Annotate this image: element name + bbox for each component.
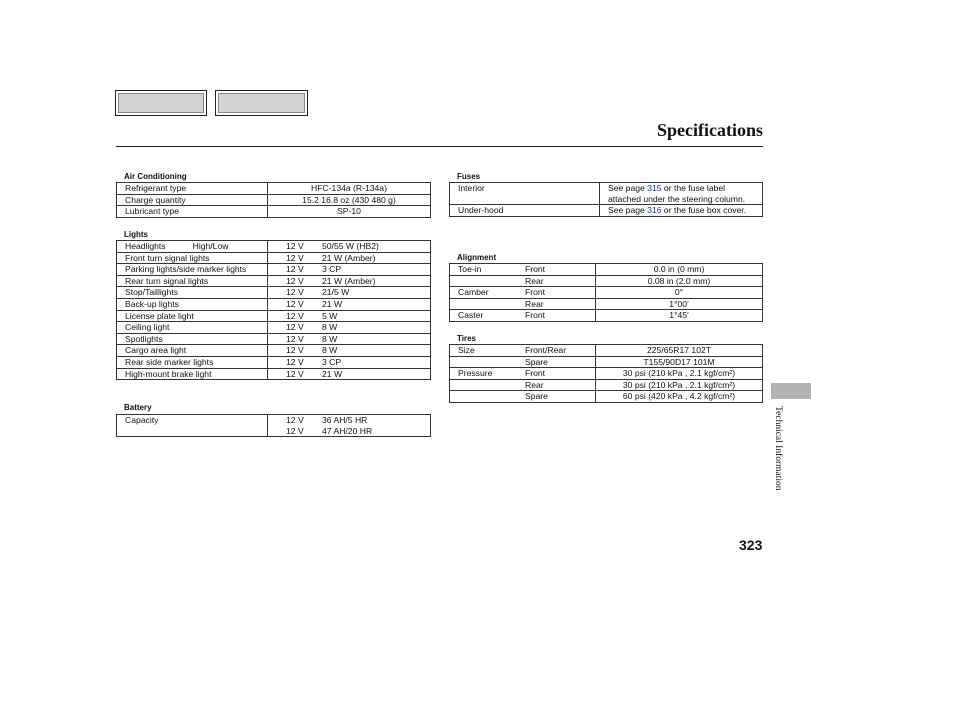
tires-sublabel: Rear [517,379,596,391]
lights-voltage: 12 V [286,322,304,333]
tires-sublabel: Front [517,368,596,380]
lights-label [117,333,268,345]
lights-label [117,356,268,368]
lights-row [117,345,431,357]
tires-sublabel: Spare [517,391,596,403]
section-heading-tires: Tires [457,334,476,343]
lights-label [117,368,268,380]
ac-value: SP-10 [268,206,431,218]
page-link[interactable]: 315 [647,183,662,193]
battery-capacity: 36 AH/5 HR [322,415,368,425]
fuses-row [450,205,763,217]
ac-label: Refrigerant type [117,183,268,195]
lights-row [117,322,431,334]
title-divider [116,146,763,147]
alignment-label: Toe-in [450,264,518,276]
lights-spec [268,275,431,287]
lights-table [116,240,431,380]
lights-voltage: 12 V [286,368,304,379]
air-conditioning-table [116,182,431,218]
alignment-row [450,310,763,322]
tires-value: 30 psi (210 kPa , 2.1 kgf/cm²) [596,379,763,391]
lights-spec [268,345,431,357]
battery-capacity-line [286,415,427,426]
tires-sublabel: Front/Rear [517,345,596,357]
lights-row [117,241,431,253]
ac-row [117,194,431,206]
battery-voltage: 12 V [286,425,304,436]
tires-label [450,379,518,391]
tires-row [450,345,763,357]
lights-row [117,333,431,345]
alignment-row [450,264,763,276]
alignment-label [450,275,518,287]
lights-wattage: 21 W (Amber) [322,275,376,286]
lights-row [117,298,431,310]
alignment-value: 0° [596,287,763,299]
alignment-value: 0.0 in (0 mm) [596,264,763,276]
lights-voltage: 12 V [286,275,304,286]
page-title: Specifications [657,120,763,140]
fuses-desc-suffix: or the fuse box cover. [661,205,747,216]
battery-capacity-line [286,426,427,437]
alignment-table [449,263,763,322]
tires-value: 30 psi (210 kPa , 2.1 kgf/cm²) [596,368,763,380]
tires-row [450,356,763,368]
alignment-label [450,298,518,310]
lights-wattage: 21 W (Amber) [322,252,376,263]
lights-wattage: 8 W [322,333,338,344]
lights-label-text: Headlights [125,241,166,251]
alignment-value: 0.08 in (2.0 mm) [596,275,763,287]
lights-row [117,356,431,368]
alignment-sublabel: Rear [517,298,596,310]
lights-voltage: 12 V [286,310,304,321]
battery-label: Capacity [117,415,268,437]
alignment-sublabel: Rear [517,275,596,287]
tires-row [450,379,763,391]
lights-wattage: 3 CP [322,356,342,367]
lights-wattage: 8 W [322,322,338,333]
section-heading-battery: Battery [124,403,152,412]
alignment-sublabel: Front [517,264,596,276]
lights-spec [268,287,431,299]
lights-label [117,264,268,276]
lights-label [117,275,268,287]
lights-voltage: 12 V [286,264,304,275]
lights-label-text: Spotlights [125,333,163,344]
alignment-sublabel: Front [517,287,596,299]
lights-spec [268,298,431,310]
alignment-value: 1°45′ [596,310,763,322]
page-link[interactable]: 316 [647,205,662,216]
ac-label: Lubricant type [117,206,268,218]
tires-table [449,344,763,403]
lights-label-text: High-mount brake light [125,368,212,379]
ac-label: Charge quantity [117,194,268,206]
tires-label: Pressure [450,368,518,380]
nav-tab-next[interactable] [215,90,308,116]
tires-label [450,356,518,368]
lights-wattage: 21 W [322,368,343,379]
fuses-description [600,183,763,205]
lights-row [117,275,431,287]
lights-label-text: Ceiling light [125,322,170,333]
lights-voltage: 12 V [286,252,304,263]
lights-voltage: 12 V [286,241,304,251]
lights-spec [268,368,431,380]
tires-row [450,368,763,380]
lights-label-text: Rear turn signal lights [125,275,209,286]
section-side-tab[interactable] [771,383,811,399]
lights-row [117,264,431,276]
alignment-value: 1°00′ [596,298,763,310]
lights-wattage: 21/5 W [322,287,350,298]
fuses-desc-suffix: or the fuse label attached under the steering column. [608,183,746,204]
tires-value: 60 psi (420 kPa , 4.2 kgf/cm²) [596,391,763,403]
ac-row [117,183,431,195]
battery-capacity: 47 AH/20 HR [322,425,373,436]
battery-table [116,414,431,437]
tires-value: T155/90D17 101M [596,356,763,368]
section-heading-alignment: Alignment [457,253,497,262]
tires-row [450,391,763,403]
lights-label [117,252,268,264]
ac-row [117,206,431,218]
lights-label-text: Cargo area light [125,345,187,356]
lights-spec [268,310,431,322]
section-heading-lights: Lights [124,230,148,239]
ac-value: 15.2 16.8 oz (430 480 g) [268,194,431,206]
lights-label [117,298,268,310]
lights-wattage: 21 W [322,298,343,309]
alignment-label: Camber [450,287,518,299]
lights-voltage: 12 V [286,287,304,298]
lights-spec [268,264,431,276]
lights-label [117,241,268,253]
fuses-label: Under-hood [450,205,600,217]
lights-row [117,287,431,299]
lights-label-text: Rear side marker lights [125,356,214,367]
lights-label-text: Stop/Taillights [125,287,179,298]
tires-label: Size [450,345,518,357]
alignment-label: Caster [450,310,518,322]
lights-wattage: 50/55 W (HB2) [322,241,379,251]
lights-label-text: License plate light [125,310,194,321]
fuses-row [450,183,763,205]
nav-tab-previous[interactable] [115,90,207,116]
lights-label [117,345,268,357]
fuses-desc-prefix: See page [608,183,648,193]
lights-label [117,322,268,334]
page-number: 323 [739,537,763,553]
tires-value: 225/65R17 102T [596,345,763,357]
lights-spec [268,356,431,368]
lights-row [117,252,431,264]
lights-spec [268,322,431,334]
fuses-table [449,182,763,217]
lights-spec [268,241,431,253]
lights-label-text: Front turn signal lights [125,252,210,263]
lights-voltage: 12 V [286,333,304,344]
fuses-desc-prefix: See page [608,205,648,216]
alignment-sublabel: Front [517,310,596,322]
lights-voltage: 12 V [286,356,304,367]
fuses-description [600,205,763,217]
ac-value: HFC-134a (R-134a) [268,183,431,195]
lights-wattage: 8 W [322,345,338,356]
lights-spec [268,333,431,345]
tires-label [450,391,518,403]
battery-voltage: 12 V [286,415,304,425]
lights-wattage: 3 CP [322,264,342,275]
alignment-row [450,298,763,310]
lights-label-text: Back-up lights [125,298,179,309]
lights-label-text: Parking lights/side marker lights [125,264,247,275]
lights-label [117,310,268,322]
lights-label [117,287,268,299]
section-heading-fuses: Fuses [457,172,481,181]
lights-row [117,368,431,380]
lights-voltage: 12 V [286,345,304,356]
lights-spec [268,252,431,264]
tires-sublabel: Spare [517,356,596,368]
lights-row [117,310,431,322]
lights-voltage: 12 V [286,298,304,309]
alignment-row [450,287,763,299]
section-heading-air-conditioning: Air Conditioning [124,172,187,181]
alignment-row [450,275,763,287]
battery-spec [268,415,431,437]
fuses-label: Interior [450,183,600,205]
battery-row [117,415,431,437]
lights-wattage: 5 W [322,310,338,321]
lights-sublabel: High/Low [192,241,229,251]
side-label: Technical Information [773,406,783,491]
